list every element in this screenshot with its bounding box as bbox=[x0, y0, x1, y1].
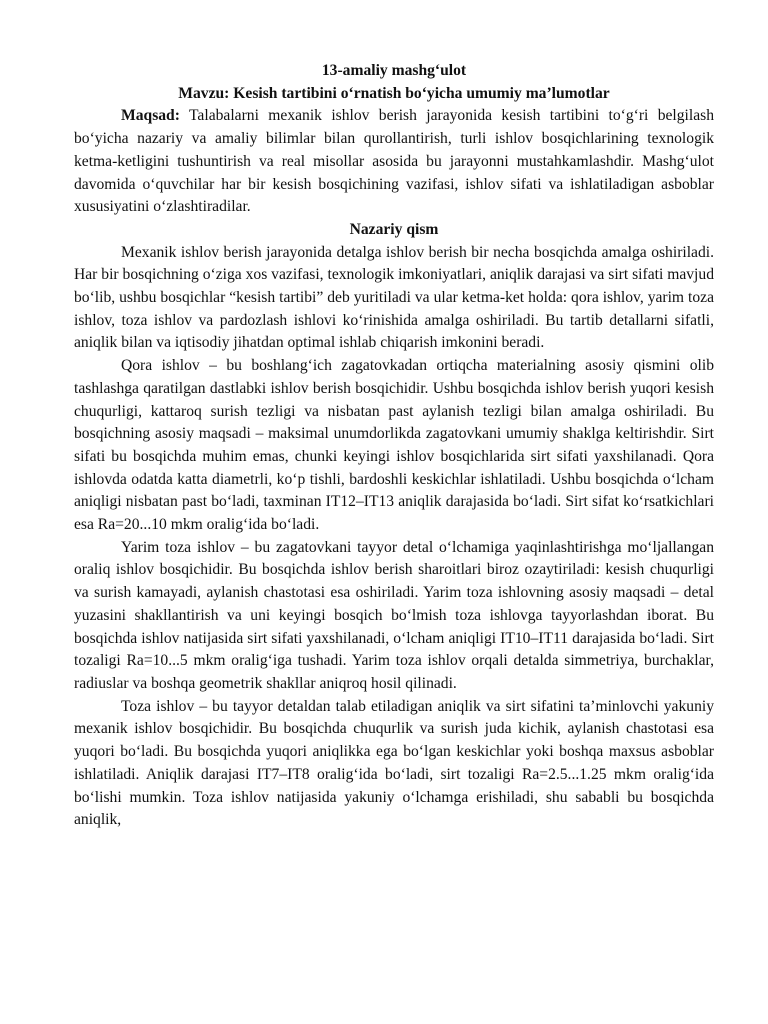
body-paragraph-toza-ishlov: Toza ishlov – bu tayyor detaldan talab etiladigan aniqlik va sirt sifatini ta’minlovchi yakuniy mexanik ishlov bosqichidir. Bu bosqichda chuqurlik va surish juda kichik, aylanish chastotasi esa yuqori bo‘ladi. Bu bosqichda yuqori aniqlikka ega bo‘lgan keskichlar yoki boshqa maxsus asboblar ishlatiladi. Aniqlik darajasi IT7–IT8 oralig‘ida bo‘ladi, sirt tozaligi Ra=2.5...1.25 mkm oralig‘ida bo‘lishi mumkin. Toza ishlov natijasida yakuniy o‘lchamga erishiladi, shu sababli bu bosqichda aniqlik, bbox=[74, 697, 714, 829]
document-topic: Mavzu: Kesish tartibini o‘rnatish bo‘yicha umumiy ma’lumotlar bbox=[178, 84, 610, 102]
body-paragraph-qora-ishlov: Qora ishlov – bu boshlang‘ich zagatovkadan ortiqcha materialning asosiy qismini olib tashlashga qaratilgan dastlabki ishlov berish bosqichidir. Ushbu bosqichda ishlov berish yuqori kesish chuqurligi, kattaroq surish tezligi va nisbatan past aylanish tezligi bilan amalga oshiriladi. Bu bosqichning asosiy maqsadi – maksimal unumdorlikda zagatovkani umumiy shaklga keltirishdir. Sirt sifati bu bosqichda muhim emas, chunki keyingi ishlov bosqichlarida sirt sifati yaxshilanadi. Qora ishlovda odatda katta diametrli, ko‘p tishli, bardoshli keskichlar ishlatiladi. Ushbu bosqichda o‘lcham aniqligi nisbatan past bo‘ladi, taxminan IT12–IT13 aniqlik darajasida bo‘ladi. Sirt sifat ko‘rsatkichlari esa Ra=20...10 mkm oralig‘ida bo‘ladi. bbox=[74, 357, 714, 534]
body-paragraph-intro: Mexanik ishlov berish jarayonida detalga ishlov berish bir necha bosqichda amalga oshiriladi. Har bir bosqichning o‘ziga xos vazifasi, texnologik imkoniyatlari, aniqlik darajasi va sirt sifati mavjud bo‘lib, ushbu bosqichlar “kesish tartibi” deb yuritiladi va ular ketma-ket holda: qora ishlov, yarim toza ishlov, toza ishlov va pardozlash ishlovi ko‘rinishida amalga oshiriladi. Bu tartib detallarni sifatli, aniqlik bilan va iqtisodiy jihatdan optimal ishlab chiqarish imkonini beradi. bbox=[74, 243, 714, 352]
goal-paragraph bbox=[74, 105, 714, 219]
goal-label: Maqsad: bbox=[121, 107, 180, 125]
goal-text: Talabalarni mexanik ishlov berish jarayonida kesish tartibini to‘g‘ri belgilash bo‘yicha nazariy va amaliy bilimlar bilan qurollantirish, turli ishlov bosqichlarining texnologik ketma-ketligini tushuntirish va real misollar asosida bu jarayonni mustahkamlashdir. Mashg‘ulot davomida o‘quvchilar har bir kesish bosqichining vazifasi, ishlov sifati va ishlatiladigan asboblar xususiyatini o‘zlashtiradilar. bbox=[74, 107, 714, 216]
section-heading: Nazariy qism bbox=[349, 220, 439, 238]
document-page bbox=[74, 60, 714, 832]
body-paragraph-yarim-toza-ishlov: Yarim toza ishlov – bu zagatovkani tayyor detal o‘lchamiga yaqinlashtirishga mo‘ljallangan oraliq ishlov bosqichidir. Bu bosqichda ishlov berish sharoitlari biroz ozaytiriladi: kesish chuqurligi va surish kamayadi, aylanish chastotasi esa oshiriladi. Yarim toza ishlovning asosiy maqsadi – detal yuzasini shakllantirish va uni keyingi bosqich bo‘lmish toza ishlovga tayyorlashdan iborat. Bu bosqichda ishlov natijasida sirt sifati yaxshilanadi, o‘lcham aniqligi IT10–IT11 darajasida bo‘ladi. Sirt tozaligi Ra=10...5 mkm oralig‘iga tushadi. Yarim toza ishlov orqali detalda simmetriya, burchaklar, radiuslar va boshqa geometrik shakllar aniqroq hosil qilinadi. bbox=[74, 538, 714, 692]
document-title: 13-amaliy mashg‘ulot bbox=[321, 62, 467, 79]
